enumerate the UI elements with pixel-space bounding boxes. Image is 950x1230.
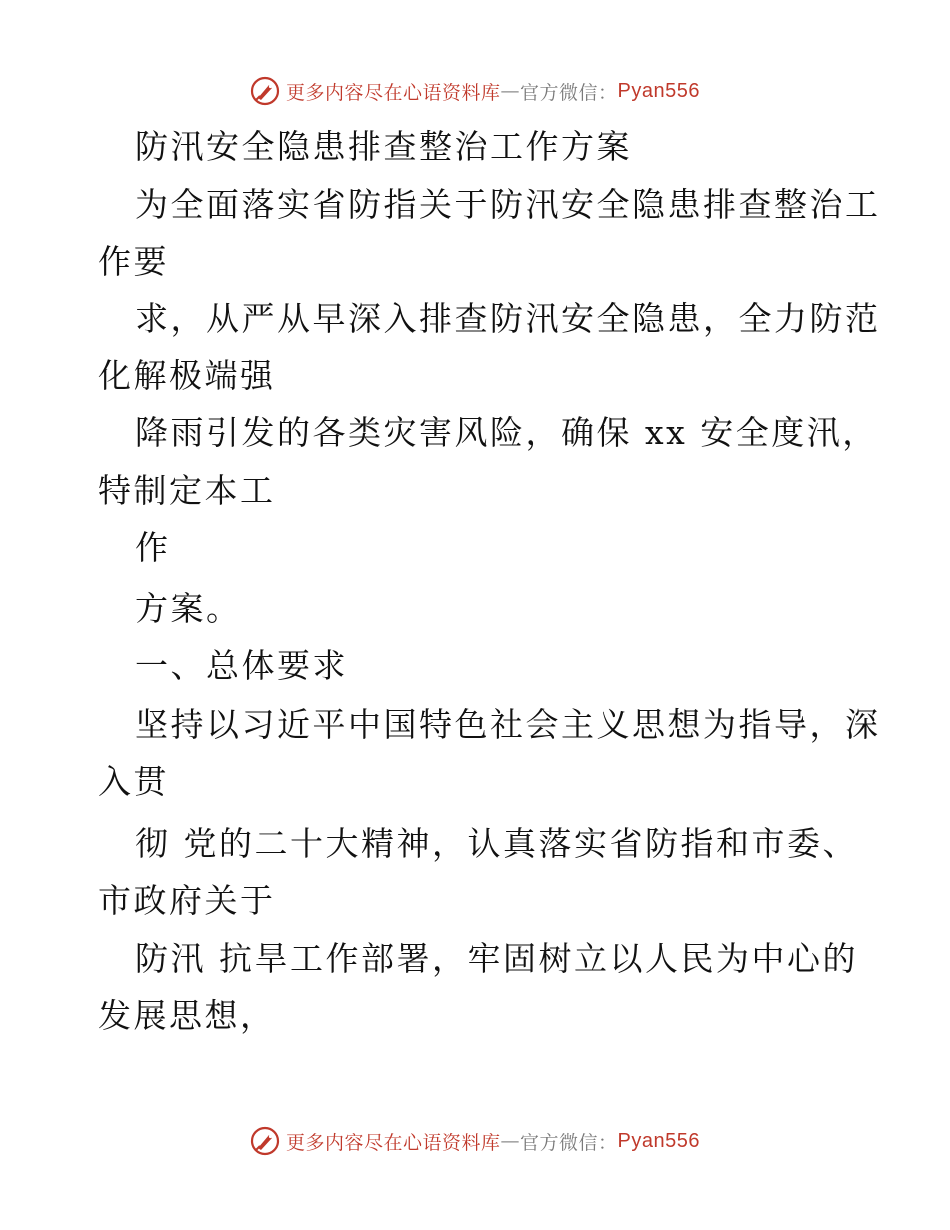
footer-watermark [0, 1121, 950, 1161]
body-line: 求，从严从早深入排查防汛安全隐患，全力防范 [135, 299, 881, 338]
pen-nib-logo-icon [250, 1126, 280, 1156]
watermark-colon: ： [598, 81, 618, 104]
body-line: 发展思想， [98, 996, 276, 1035]
header-watermark [0, 71, 950, 111]
body-line: 作 [135, 528, 171, 567]
body-line: 坚持以习近平中国特色社会主义思想为指导，深 [135, 705, 881, 744]
body-line: 特制定本工 [98, 471, 276, 510]
body-line: 入贯 [98, 762, 169, 801]
pen-nib-logo-icon [250, 76, 280, 106]
watermark-wechat-id: Pyan556 [617, 1129, 700, 1152]
watermark-wechat-id: Pyan556 [617, 79, 700, 102]
body-line: 为全面落实省防指关于防汛安全隐患排查整治工 [135, 185, 881, 224]
watermark-main-text: 更多内容尽在心语资料库 [285, 81, 501, 104]
body-line: 防汛 抗旱工作部署，牢固树立以人民为中心的 [135, 939, 858, 978]
watermark-main-text: 更多内容尽在心语资料库 [285, 1131, 501, 1154]
body-line: 作要 [98, 242, 169, 281]
watermark-colon: ： [598, 1131, 618, 1154]
section-heading: 一、总体要求 [135, 646, 348, 685]
body-line: 方案。 [135, 589, 242, 628]
watermark-separator: — [500, 80, 520, 102]
body-line: 化解极端强 [98, 356, 276, 395]
body-line: 彻 党的二十大精神，认真落实省防指和市委、 [135, 824, 858, 863]
body-line: 市政府关于 [98, 881, 276, 920]
watermark-separator: — [500, 1130, 520, 1152]
watermark-wechat-label: 官方微信 [520, 1131, 599, 1154]
watermark-wechat-label: 官方微信 [520, 81, 599, 104]
document-title: 防汛安全隐患排查整治工作方案 [135, 127, 632, 166]
body-line: 降雨引发的各类灾害风险，确保 xx 安全度汛， [135, 413, 878, 452]
